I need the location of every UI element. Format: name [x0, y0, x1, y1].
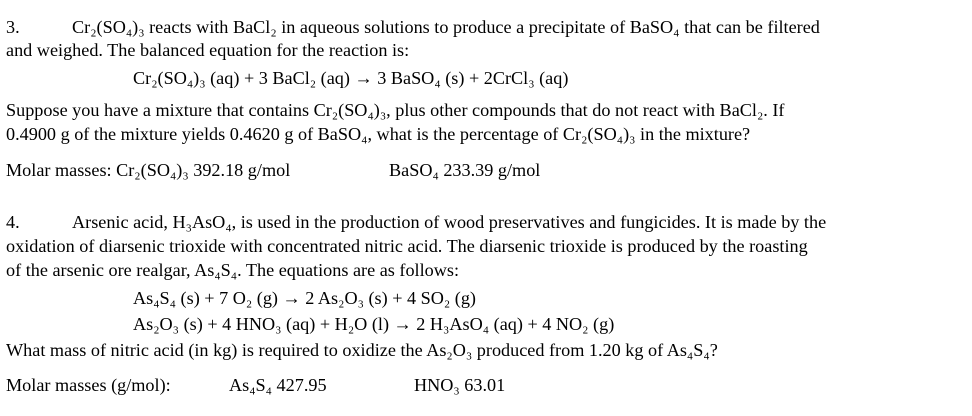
- problem3-molar-mass-baso4: BaSO₄ 233.39 g/mol: [389, 160, 541, 180]
- problem4-molar-mass-hno3: HNO₃ 63.01: [414, 375, 506, 395]
- problem4-text-line3: of the arsenic ore realgar, As₄S₄. The equations are as follows:: [6, 260, 460, 280]
- problem3-text-line1: Cr₂(SO₄)₃ reacts with BaCl₂ in aqueous solutions to produce a precipitate of BaSO₄ that can be filtered: [72, 17, 820, 37]
- problem4-molar-mass-as4s4: As₄S₄ 427.95: [229, 375, 327, 395]
- problem3-number: 3.: [6, 17, 20, 37]
- problem4-equation1: As₄S₄ (s) + 7 O₂ (g) → 2 As₂O₃ (s) + 4 SO₂ (g): [133, 288, 476, 308]
- problem3-text-line2: and weighed. The balanced equation for the reaction is:: [6, 40, 410, 60]
- problem3-equation: Cr₂(SO₄)₃ (aq) + 3 BaCl₂ (aq) → 3 BaSO₄ (s) + 2CrCl₃ (aq): [133, 68, 569, 88]
- problem4-text-line2: oxidation of diarsenic trioxide with concentrated nitric acid. The diarsenic trioxide is produced by the roasting: [6, 236, 808, 256]
- problem4-equation2: As₂O₃ (s) + 4 HNO₃ (aq) + H₂O (l) → 2 H₃AsO₄ (aq) + 4 NO₂ (g): [133, 314, 615, 334]
- problem3-question-line1: Suppose you have a mixture that contains Cr₂(SO₄)₃, plus other compounds that do not react with BaCl₂. If: [6, 100, 785, 120]
- problem4-question: What mass of nitric acid (in kg) is required to oxidize the As₂O₃ produced from 1.20 kg of As₄S₄?: [6, 340, 718, 360]
- problem3-molar-masses: Molar masses: Cr₂(SO₄)₃ 392.18 g/mol: [6, 160, 291, 180]
- problem4-text-line1: Arsenic acid, H₃AsO₄, is used in the production of wood preservatives and fungicides. It is made by the: [72, 212, 827, 232]
- problem3-question-line2: 0.4900 g of the mixture yields 0.4620 g of BaSO₄, what is the percentage of Cr₂(SO₄)₃ in the mixture?: [6, 124, 751, 144]
- problem4-number: 4.: [6, 212, 20, 232]
- problem4-molar-masses-label: Molar masses (g/mol):: [6, 375, 171, 395]
